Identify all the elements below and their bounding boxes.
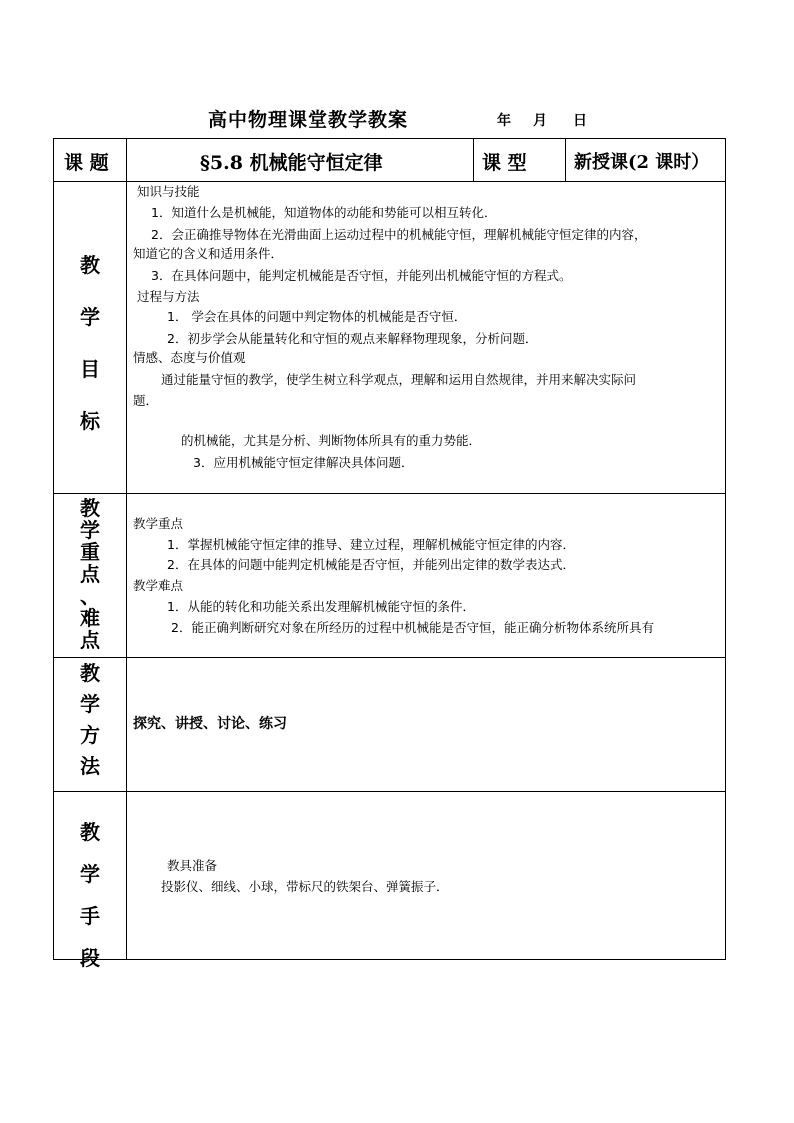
difficult-points-heading: 教学难点 <box>133 578 184 593</box>
page-title: 高中物理课堂教学教案 <box>208 109 409 131</box>
row-divider <box>54 181 725 182</box>
objectives-heading-attitude: 情感、态度与价值观 <box>133 350 246 365</box>
objectives-line: 3．在具体问题中，能判定机械能是否守恒，并能列出机械能守恒的方程式。 <box>151 268 572 283</box>
type-value: 新授课(2 课时） <box>574 152 710 173</box>
row-divider <box>54 493 725 494</box>
key-points-line: 2．在具体的问题中能判定机械能是否守恒，并能列出定律的数学表达式． <box>167 557 575 572</box>
date-month: 月 <box>533 113 547 129</box>
topic-value: §5.8 机械能守恒定律 <box>200 152 383 174</box>
key-points-label: 教 学 重 点 、 难 点 <box>80 496 100 652</box>
topic-label: 课 题 <box>64 152 109 174</box>
key-points-line: 2．能正确判断研究对象在所经历的过程中机械能是否守恒，能正确分析物体系统所具有 <box>171 620 654 635</box>
objectives-heading-process: 过程与方法 <box>137 289 200 304</box>
objectives-line: 知道它的含义和适用条件． <box>133 246 284 261</box>
date-year: 年 <box>497 113 511 129</box>
key-points-line: 1．掌握机械能守恒定律的推导、建立过程，理解机械能守恒定律的内容． <box>167 537 575 552</box>
objectives-label: 教 学 目 标 <box>80 253 100 433</box>
column-divider <box>473 139 474 181</box>
methods-text: 探究、讲授、讨论、练习 <box>133 716 287 732</box>
date-day: 日 <box>573 113 587 129</box>
objectives-line: 3．应用机械能守恒定律解决具体问题． <box>193 455 414 470</box>
means-label: 教 学 手 段 <box>80 820 100 970</box>
objectives-line: 的机械能，尤其是分析、判断物体所具有的重力势能． <box>181 433 482 448</box>
means-line: 投影仪、细线、小球，带标尺的铁架台、弹簧振子． <box>161 879 449 894</box>
type-label: 课 型 <box>482 152 527 174</box>
objectives-line: 通过能量守恒的教学，使学生树立科学观点，理解和运用自然规律，并用来解决实际问 <box>161 372 637 387</box>
key-points-line: 1．从能的转化和功能关系出发理解机械能守恒的条件． <box>167 599 475 614</box>
means-heading: 教具准备 <box>167 858 218 873</box>
row-divider <box>54 791 725 792</box>
objectives-line: 2．会正确推导物体在光滑曲面上运动过程中的机械能守恒，理解机械能守恒定律的内容， <box>151 227 647 242</box>
methods-label: 教 学 方 法 <box>80 661 100 778</box>
objectives-line: 题． <box>133 393 159 408</box>
column-divider <box>126 139 127 960</box>
objectives-line: 2．初步学会从能量转化和守恒的观点来解释物理现象，分析问题． <box>167 331 538 346</box>
key-points-heading: 教学重点 <box>133 516 184 531</box>
objectives-line: 1．知道什么是机械能，知道物体的动能和势能可以相互转化． <box>151 205 497 220</box>
objectives-line: 1． 学会在具体的问题中判定物体的机械能是否守恒． <box>167 309 467 324</box>
lesson-plan-table <box>53 138 726 970</box>
column-divider <box>565 139 566 181</box>
row-divider <box>54 657 725 658</box>
objectives-heading-knowledge: 知识与技能 <box>137 184 200 199</box>
